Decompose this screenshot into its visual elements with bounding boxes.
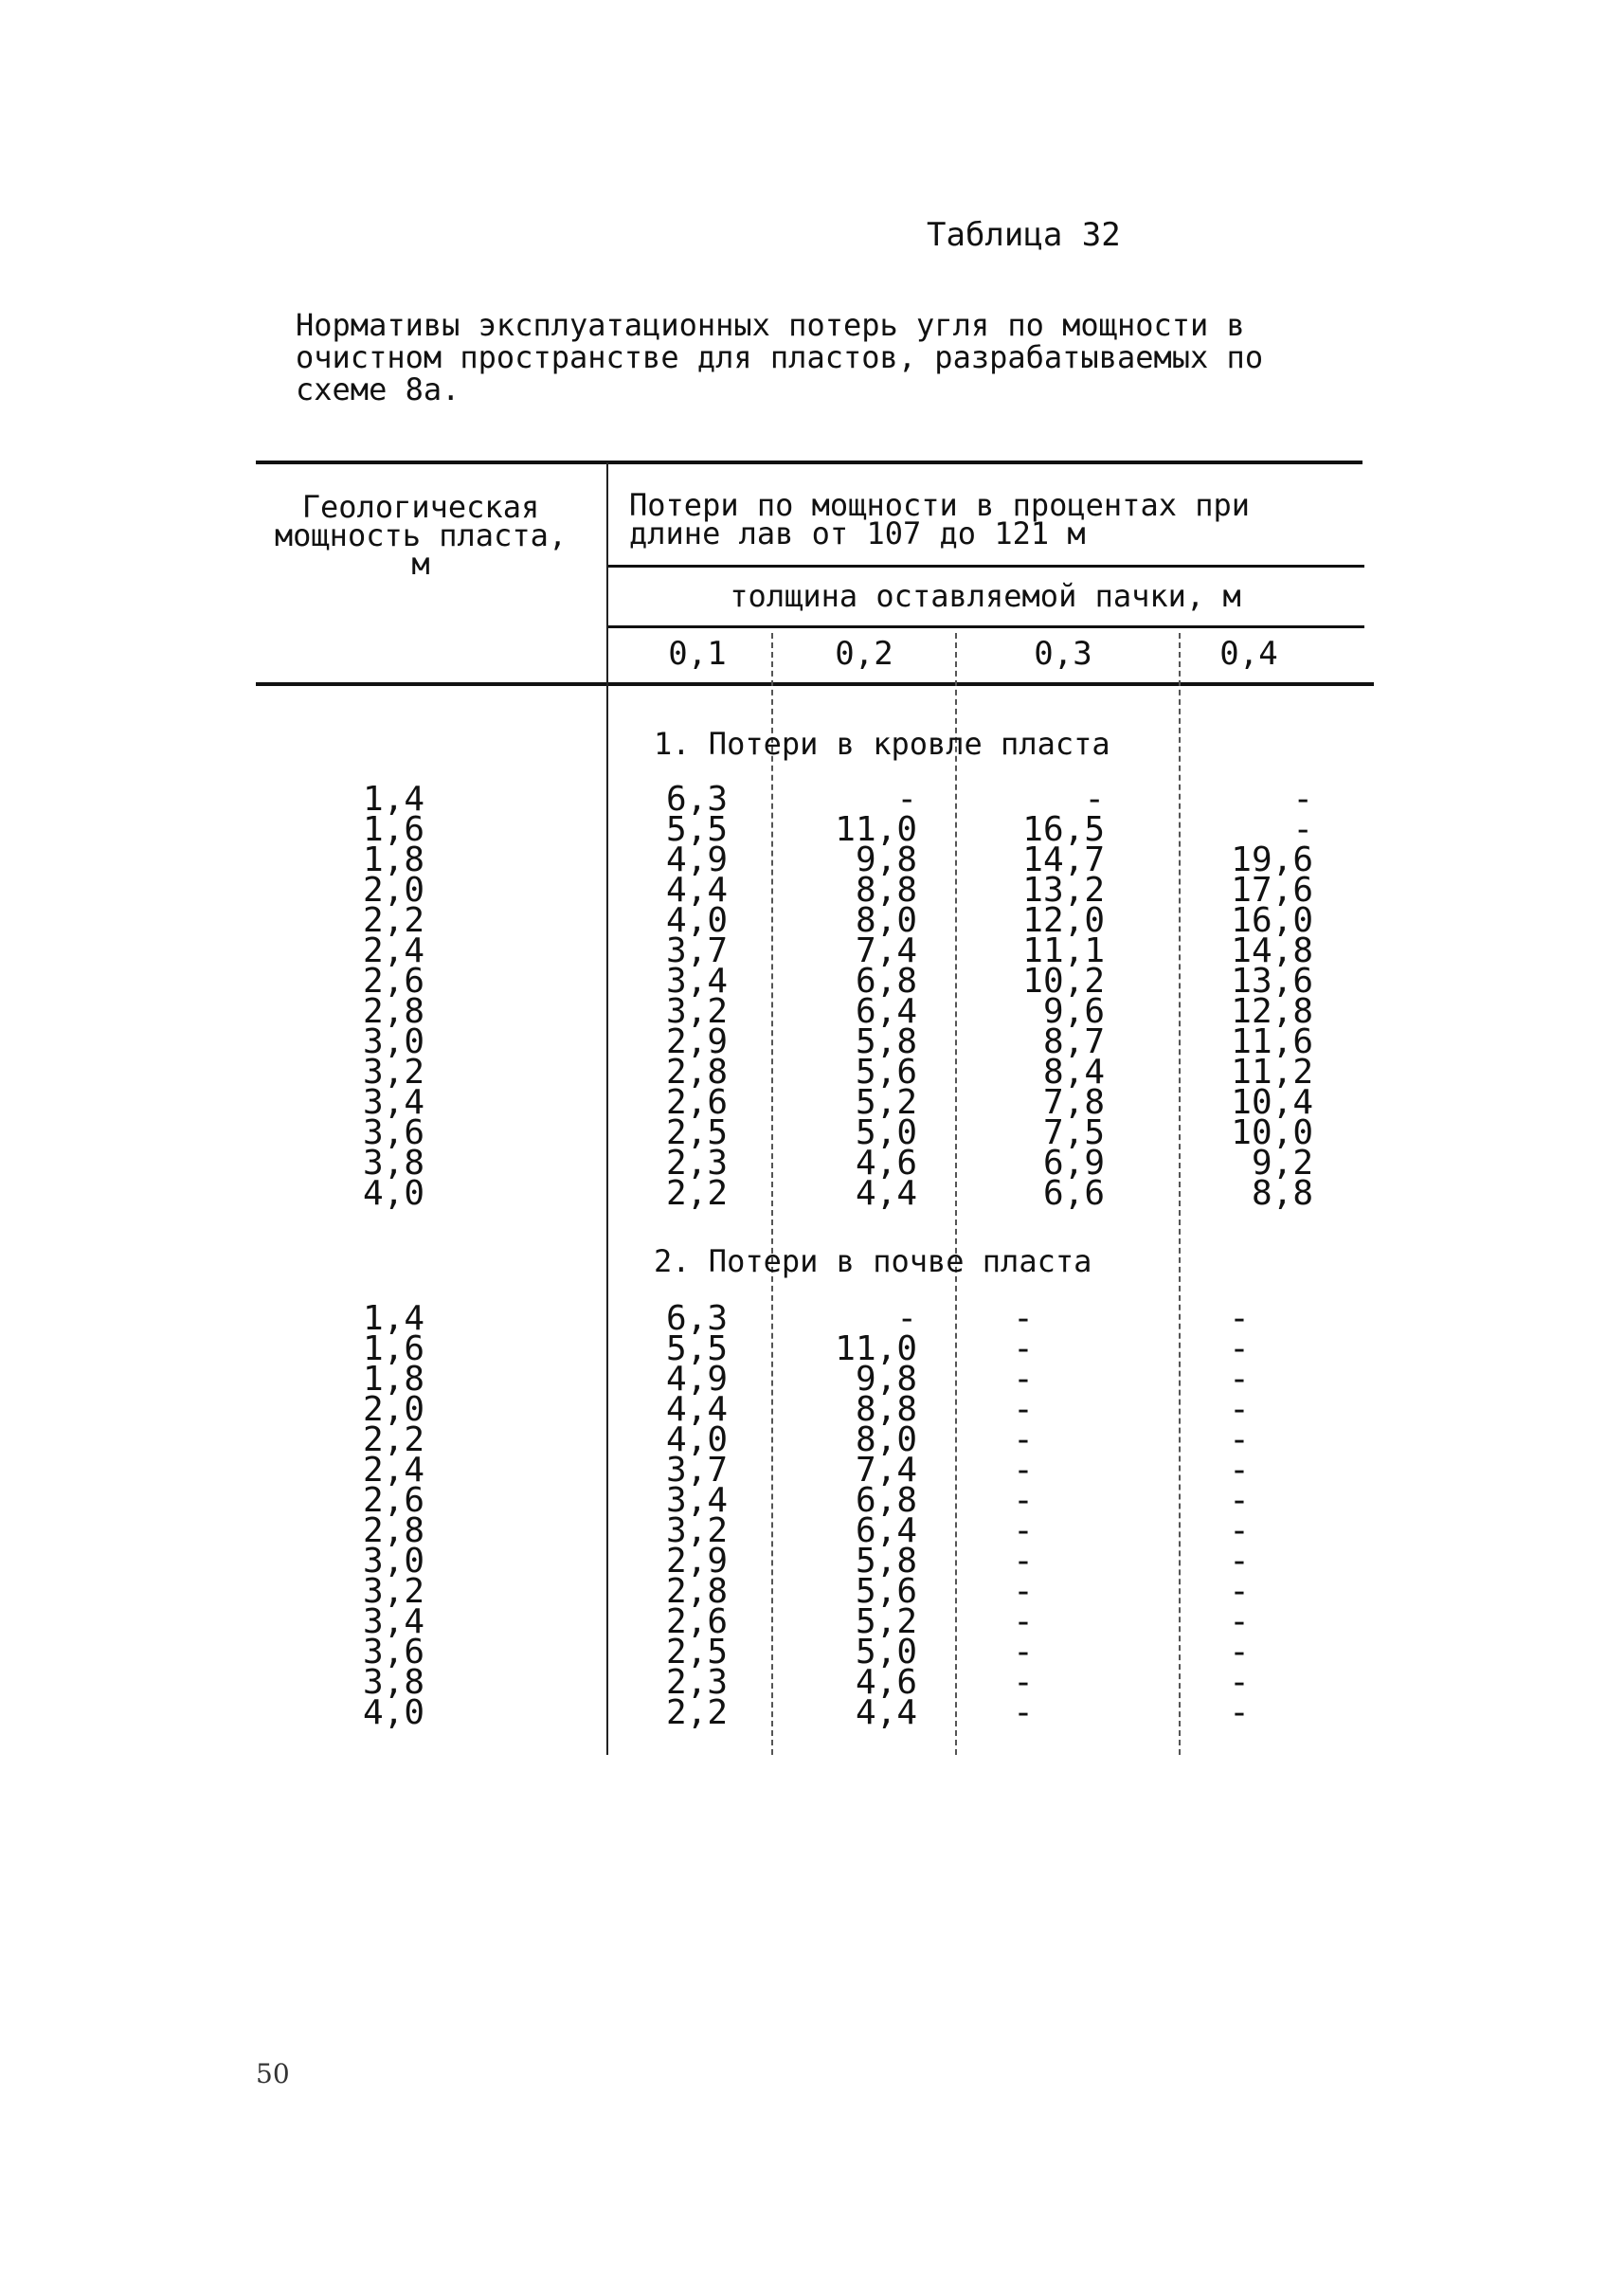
section-1-column-0-2: - 11,0 9,8 8,8 8,0 7,4 6,8 6,4 5,8 5,6 5,2 5,0 4,6 4,4 <box>835 780 917 1213</box>
section-2-title: 2. Потери в почве пласта <box>654 1243 1092 1279</box>
header-losses: Потери по мощности в процентах при длине лав от 107 до 121 м <box>629 487 1251 551</box>
column-header-0-2: 0,2 <box>835 635 893 673</box>
table-caption <box>296 309 1300 406</box>
divider-col-4 <box>1179 633 1181 1755</box>
section-2-column-0-4: - - - - - - - - - - - - - - <box>1229 1299 1250 1732</box>
caption-line-1: Нормативы эксплуатационных потерь угля по мощности в <box>296 307 1245 343</box>
column-header-0-4: 0,4 <box>1219 635 1278 673</box>
header-layer-thickness: толщина оставляемой пачки, м <box>730 578 1241 614</box>
section-1-column-0-1: 6,3 5,5 4,9 4,4 4,0 3,7 3,4 3,2 2,9 2,8 2,6 2,5 2,3 2,2 <box>665 780 728 1213</box>
section-2-column-0-2: - 11,0 9,8 8,8 8,0 7,4 6,8 6,4 5,8 5,6 5,2 5,0 4,6 4,4 <box>835 1299 917 1732</box>
section-2-column-0-1: 6,3 5,5 4,9 4,4 4,0 3,7 3,4 3,2 2,9 2,8 2,6 2,5 2,3 2,2 <box>665 1299 728 1732</box>
divider-thickness-column <box>606 462 608 1755</box>
table-number: Таблица 32 <box>927 216 1121 254</box>
header-bottom-rule <box>256 682 1374 686</box>
section-1-column-0-3: - 16,5 14,7 13,2 12,0 11,1 10,2 9,6 8,7 8,4 7,8 7,5 6,9 6,6 <box>1022 780 1105 1213</box>
column-header-0-3: 0,3 <box>1034 635 1092 673</box>
column-header-0-1: 0,1 <box>668 635 727 673</box>
header-mid-rule <box>606 565 1364 568</box>
subheader-rule <box>606 625 1364 628</box>
section-1-title: 1. Потери в кровле пласта <box>654 726 1110 762</box>
caption-line-3: схеме 8а. <box>296 371 460 407</box>
table-top-rule <box>256 461 1362 464</box>
page-number: 50 <box>256 2058 290 2089</box>
caption-line-2: очистном пространстве для пластов, разрабатываемых по <box>296 339 1264 375</box>
section-1-thickness-column: 1,4 1,6 1,8 2,0 2,2 2,4 2,6 2,8 3,0 3,2 3,4 3,6 3,8 4,0 <box>362 780 424 1213</box>
header-geological-thickness: Геологическая мощность пласта, м <box>274 489 568 582</box>
divider-col-2 <box>771 633 773 1755</box>
section-1-column-0-4: - - 19,6 17,6 16,0 14,8 13,6 12,8 11,6 11,2 10,4 10,0 9,2 8,8 <box>1231 780 1313 1213</box>
divider-col-3 <box>955 633 957 1755</box>
section-2-column-0-3: - - - - - - - - - - - - - - <box>1013 1299 1034 1732</box>
section-2-thickness-column: 1,4 1,6 1,8 2,0 2,2 2,4 2,6 2,8 3,0 3,2 3,4 3,6 3,8 4,0 <box>362 1299 424 1732</box>
